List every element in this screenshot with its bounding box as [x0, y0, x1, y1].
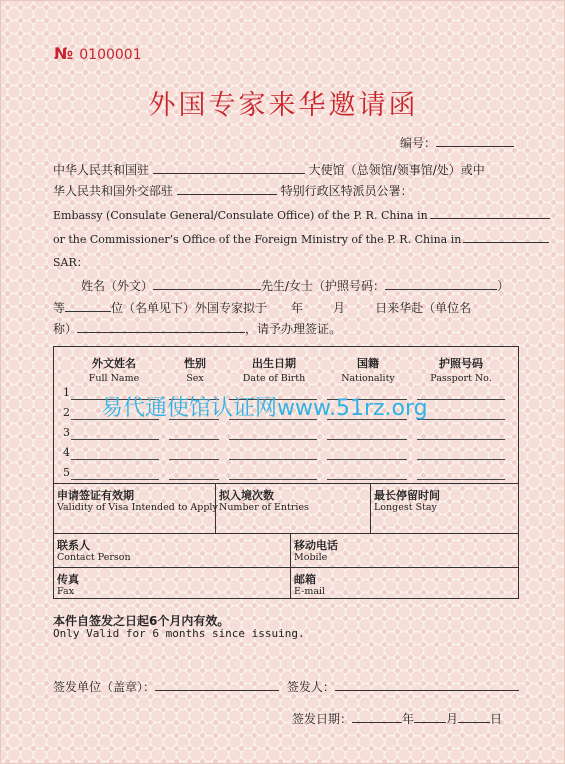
col-header-passport [415, 355, 507, 384]
body-count-prefix: 等 [53, 301, 66, 315]
address-en-3: SAR： [53, 256, 88, 269]
row-line [417, 399, 505, 400]
entries-label-cn: 拟入境次数 [219, 489, 274, 502]
body-passport-blank [385, 277, 497, 290]
row-number: 4 [63, 446, 70, 459]
table-vdivider-3 [290, 533, 291, 599]
address-blank-1 [153, 161, 305, 174]
watermark-text: 易代通使馆认证网www.51rz.org [101, 396, 428, 421]
body-name-blank [153, 277, 261, 290]
col-header-dob [229, 355, 319, 384]
issuer-blank [155, 678, 279, 691]
address-line-2-b: 特别行政区特派员公署： [280, 184, 413, 198]
email-label-en: E-mail [294, 586, 326, 597]
issuer-field [53, 678, 519, 695]
issue-year: 年 [402, 712, 415, 726]
row-number: 5 [63, 466, 70, 479]
row-line [71, 479, 159, 480]
row-line [417, 419, 505, 420]
table-divider-1 [53, 483, 519, 484]
col-header-nationality [329, 355, 407, 384]
body-close-paren: ） [497, 279, 510, 293]
document-title: 外国专家来华邀请函 [148, 90, 419, 121]
stay-label-en: Longest Stay [374, 502, 437, 513]
row-number: 3 [63, 426, 70, 439]
address-line-2-a: 华人民共和国外交部驻 [53, 184, 174, 198]
col-header-sex-cn: 性别 [184, 357, 206, 370]
col-header-passport-cn: 护照号码 [439, 357, 483, 370]
serial-prefix: № [54, 44, 74, 63]
entries-label-en: Number of Entries [219, 502, 309, 513]
body-line-3 [53, 320, 341, 337]
serial-number [54, 44, 142, 63]
issue-day: 日 [490, 712, 503, 726]
row-number: 2 [63, 406, 70, 419]
address-blank-2 [177, 182, 277, 195]
row-line [327, 439, 407, 440]
body-year: 年 [291, 301, 304, 315]
row-line [169, 479, 219, 480]
number-label: 编号： [400, 136, 437, 150]
table-divider-2 [53, 533, 519, 534]
address-en-2 [53, 230, 549, 246]
row-line [417, 439, 505, 440]
issue-year-blank [352, 710, 402, 723]
validity-note-en: Only Valid for 6 months since issuing. [53, 627, 305, 640]
signer-label: 签发人： [286, 680, 335, 694]
row-line [169, 459, 219, 460]
row-line [327, 459, 407, 460]
address-line-1 [53, 161, 485, 178]
validity-label-cn: 申请签证有效期 [57, 489, 134, 502]
issue-day-blank [458, 710, 490, 723]
issue-date-field [292, 710, 502, 727]
body-passport-label: 先生/女士（护照号码： [261, 279, 386, 293]
body-line-2 [53, 299, 471, 316]
col-header-full-name-en: Full Name [88, 373, 140, 384]
col-header-dob-en: Date of Birth [242, 373, 306, 384]
fax-label-en: Fax [57, 586, 74, 597]
contact-label-en: Contact Person [57, 552, 131, 563]
row-line [71, 439, 159, 440]
mobile-label-en: Mobile [294, 552, 328, 563]
body-name-label: 姓名（外文） [81, 279, 154, 293]
row-line [229, 459, 317, 460]
issue-date-label: 签发日期： [292, 712, 353, 726]
body-count-blank [65, 299, 111, 312]
col-header-passport-en: Passport No. [430, 373, 492, 384]
number-field [400, 134, 514, 151]
col-header-full-name-cn: 外文姓名 [92, 357, 136, 370]
fax-label-cn: 传真 [57, 573, 79, 586]
row-number: 1 [63, 386, 70, 399]
validity-note-cn: 本件自签发之日起6个月内有效。 [53, 614, 230, 628]
address-en-1-text: Embassy (Consulate General/Consulate Office) of the P. R. China in [53, 209, 428, 222]
number-blank [436, 134, 514, 147]
row-line [417, 459, 505, 460]
body-line-1 [81, 277, 509, 294]
mobile-label-cn: 移动电话 [294, 539, 338, 552]
email-label-cn: 邮箱 [294, 573, 316, 586]
body-unit-label: 称） [53, 322, 78, 336]
issue-month: 月 [446, 712, 459, 726]
body-unit-blank [77, 320, 245, 333]
row-line [417, 479, 505, 480]
col-header-full-name [71, 355, 157, 384]
issuer-label: 签发单位（盖章）： [53, 680, 156, 694]
address-line-1-a: 中华人民共和国驻 [53, 163, 150, 177]
body-unit-text: 日来华赴（单位名 [375, 301, 472, 315]
row-line [229, 439, 317, 440]
table-divider-3 [53, 567, 519, 568]
row-line [169, 439, 219, 440]
col-header-sex [167, 355, 223, 384]
address-en-blank-1 [430, 206, 550, 219]
col-header-dob-cn: 出生日期 [252, 357, 296, 370]
col-header-nationality-cn: 国籍 [357, 357, 379, 370]
body-experts-text: 位（名单见下）外国专家拟于 [111, 301, 268, 315]
row-line [229, 479, 317, 480]
serial-value: 0100001 [79, 47, 142, 63]
table-vdivider-2 [370, 483, 371, 533]
contact-label-cn: 联系人 [57, 539, 90, 552]
body-request-text: ，请予办理签证。 [245, 322, 342, 336]
stay-label-cn: 最长停留时间 [374, 489, 440, 502]
issue-month-blank [414, 710, 446, 723]
address-line-1-b: 大使馆（总领馆/领事馆/处）或中 [308, 163, 485, 177]
address-en-blank-2 [463, 230, 549, 243]
row-line [327, 479, 407, 480]
row-line [71, 459, 159, 460]
col-header-sex-en: Sex [186, 373, 204, 384]
body-month: 月 [333, 301, 346, 315]
address-en-2-text: or the Commissioner’s Office of the Foreign Ministry of the P. R. China in [53, 233, 462, 246]
signer-blank [335, 678, 519, 691]
col-header-nationality-en: Nationality [341, 373, 395, 384]
address-en-1 [53, 206, 550, 222]
validity-label-en: Validity of Visa Intended to Apply [57, 502, 218, 513]
address-line-2 [53, 182, 413, 199]
